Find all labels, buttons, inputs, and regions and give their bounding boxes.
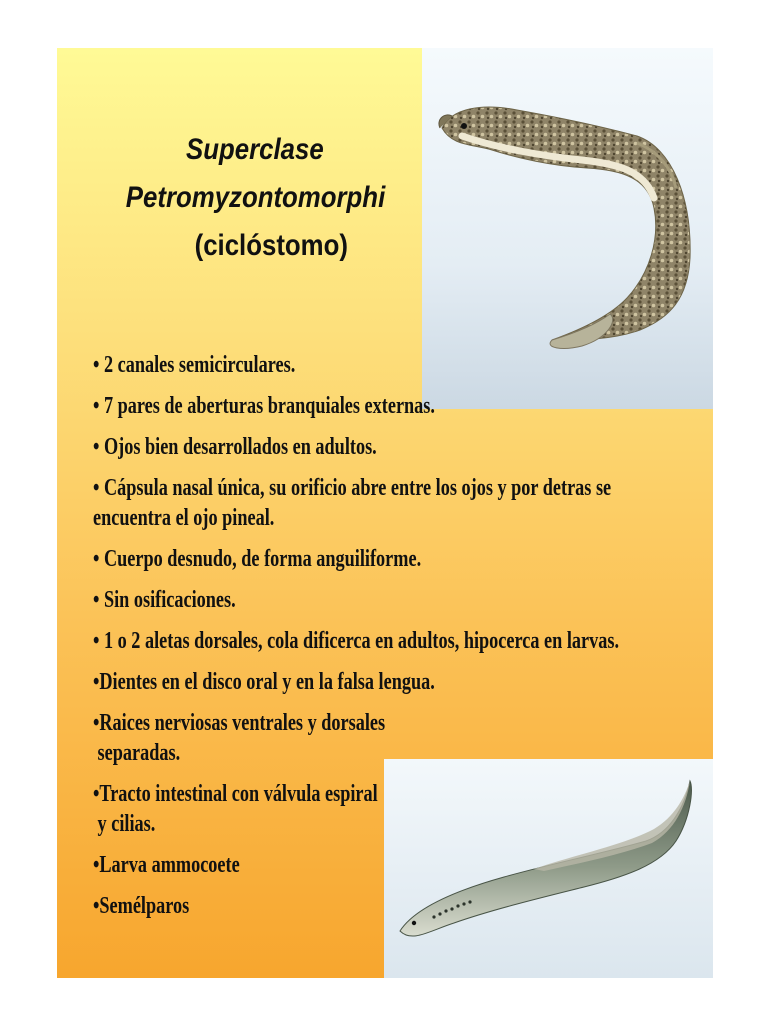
list-item: • 1 o 2 aletas dorsales, cola dificerca en adultos, hipocerca en larvas. bbox=[93, 628, 620, 654]
list-item: • Ojos bien desarrollados en adultos. bbox=[93, 434, 377, 460]
slide-title bbox=[57, 126, 386, 270]
list-item: • Cápsula nasal única, su orificio abre entre los ojos y por detras se encuentra el ojo pineal. bbox=[93, 475, 612, 531]
list-item: •Larva ammocoete bbox=[93, 852, 240, 878]
list-item: •Dientes en el disco oral y en la falsa lengua. bbox=[93, 669, 435, 695]
title-line-1: Superclase bbox=[186, 133, 324, 166]
list-item: • Cuerpo desnudo, de forma anguiliforme. bbox=[93, 546, 422, 572]
list-item: •Tracto intestinal con válvula espiral y cilias. bbox=[93, 781, 378, 837]
list-item: • 2 canales semicirculares. bbox=[93, 352, 296, 378]
list-item: • 7 pares de aberturas branquiales externas. bbox=[93, 393, 435, 419]
title-line-2: Petromyzontomorphi bbox=[125, 181, 386, 214]
list-item: • Sin osificaciones. bbox=[93, 587, 236, 613]
slide bbox=[57, 48, 713, 978]
larval-lamprey-illustration bbox=[384, 759, 713, 978]
list-item: •Semélparos bbox=[93, 893, 190, 919]
title-line-3: (ciclóstomo) bbox=[194, 229, 348, 262]
list-item: •Raices nerviosas ventrales y dorsales separadas. bbox=[93, 710, 386, 766]
